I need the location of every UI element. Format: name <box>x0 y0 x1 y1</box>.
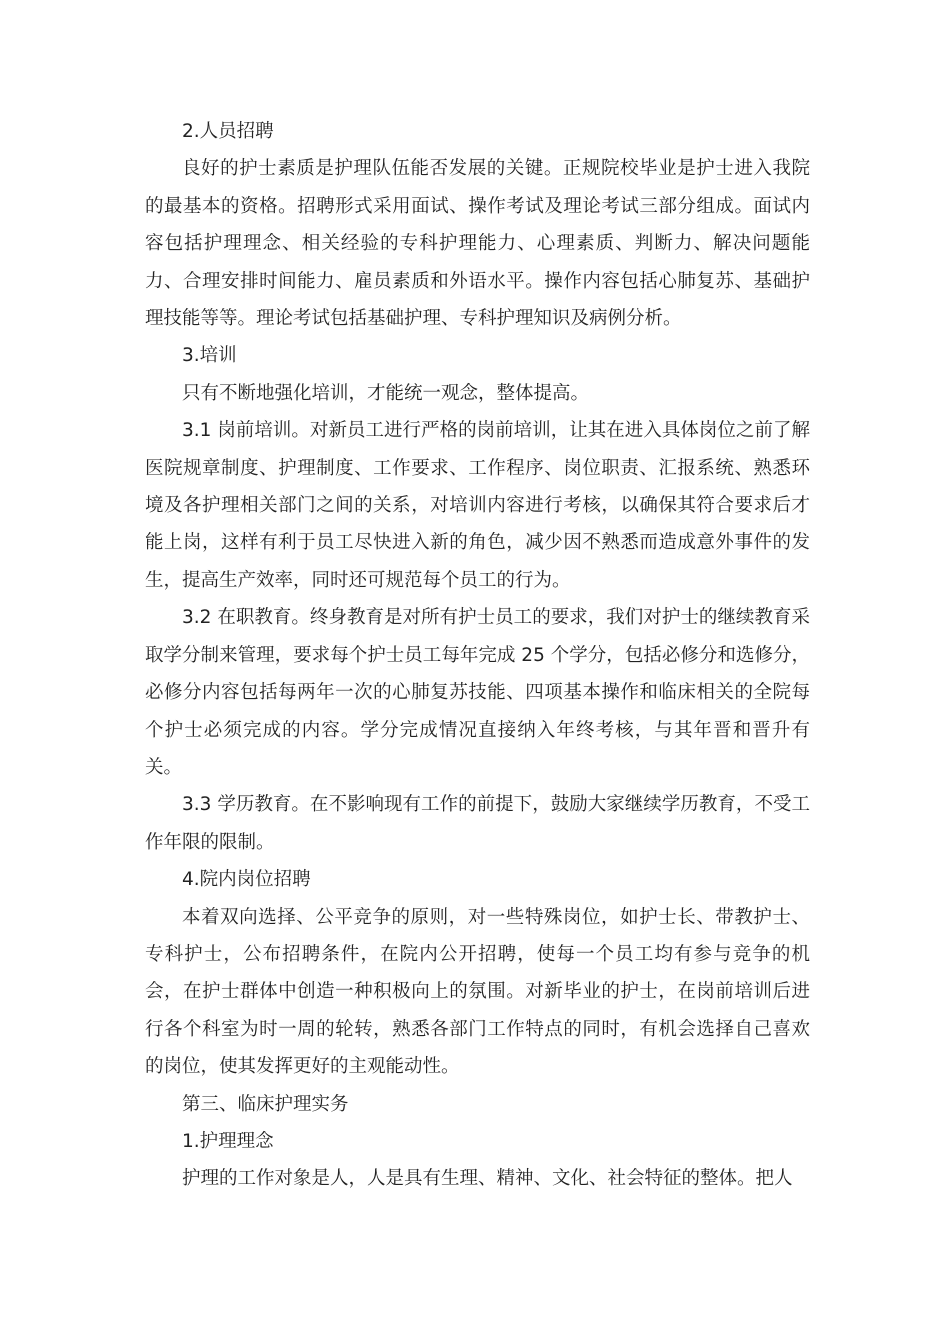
paragraph-pre-job-training: 3.1 岗前培训。对新员工进行严格的岗前培训，让其在进入具体岗位之前了解医院规章制度、护理制度、工作要求、工作程序、岗位职责、汇报系统、熟悉环境及各护理相关部门之间的关系，对培训内容进行考核，以确保其符合要求后才能上岗，这样有利于员工尽快进入新的角色，减少因不熟悉而造成意外事件的发生，提高生产效率，同时还可规范每个员工的行为。 <box>145 420 810 591</box>
heading-internal-recruitment: 4.院内岗位招聘 <box>182 869 311 891</box>
heading-nursing-philosophy: 1.护理理念 <box>182 1130 274 1152</box>
document-body <box>145 113 810 1198</box>
paragraph-nursing-philosophy: 护理的工作对象是人，人是具有生理、精神、文化、社会特征的整体。把人 <box>182 1168 793 1190</box>
paragraph-academic-education: 3.3 学历教育。在不影响现有工作的前提下，鼓励大家继续学历教育，不受工作年限的限制。 <box>145 794 810 853</box>
heading-training: 3.培训 <box>182 345 237 367</box>
paragraph-in-service-education: 3.2 在职教育。终身教育是对所有护士员工的要求，我们对护士的继续教育采取学分制来管理，要求每个护士员工每年完成 25 个学分，包括必修分和选修分，必修分内容包括每两年一次的心肺复苏技能、四项基本操作和临床相关的全院每个护士必须完成的内容。学分完成情况直接纳入年终考核，与其年晋和晋升有关。 <box>145 607 810 778</box>
heading-recruitment: 2.人员招聘 <box>182 121 274 142</box>
heading-clinical-practice: 第三、临床护理实务 <box>182 1093 349 1115</box>
paragraph-training-intro: 只有不断地强化培训，才能统一观念，整体提高。 <box>182 382 590 404</box>
paragraph-recruitment: 良好的护士素质是护理队伍能否发展的关键。正规院校毕业是护士进入我院的最基本的资格。招聘形式采用面试、操作考试及理论考试三部分组成。面试内容包括护理理念、相关经验的专科护理能力、心理素质、判断力、解决问题能力、合理安排时间能力、雇员素质和外语水平。操作内容包括心肺复苏、基础护理技能等等。理论考试包括基础护理、专科护理知识及病例分析。 <box>145 158 810 330</box>
paragraph-internal-recruitment: 本着双向选择、公平竞争的原则，对一些特殊岗位，如护士长、带教护士、专科护士，公布招聘条件，在院内公开招聘，使每一个员工均有参与竞争的机会，在护士群体中创造一种积极向上的氛围。对新毕业的护士，在岗前培训后进行各个科室为时一周的轮转，熟悉各部门工作特点的同时，有机会选择自己喜欢的岗位，使其发挥更好的主观能动性。 <box>145 906 810 1078</box>
